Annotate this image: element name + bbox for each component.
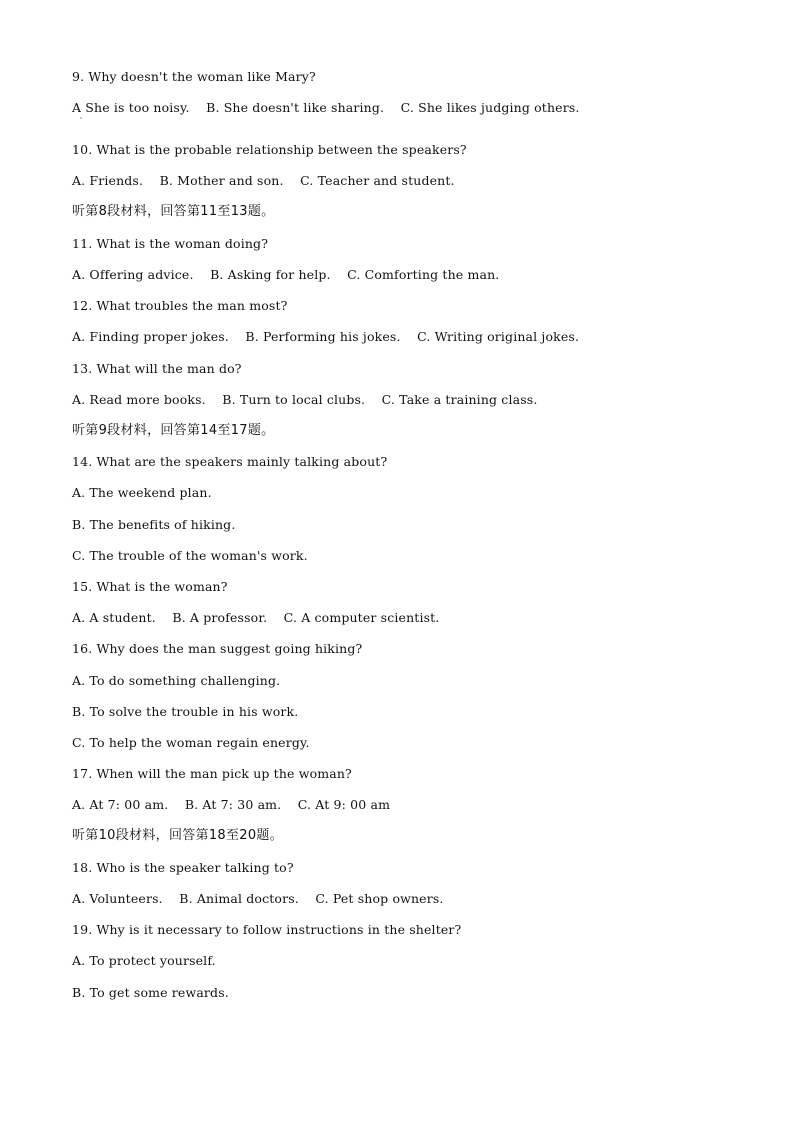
options-11: A. Offering advice. B. Asking for help. C. Comforting the man. <box>72 267 500 282</box>
option-14c: C. The trouble of the woman's work. <box>72 548 308 563</box>
section-header-9: 听第9段材料，回答第14至17题。 <box>72 423 275 438</box>
section-header-8: 听第8段材料，回答第11至13题。 <box>72 204 275 219</box>
question-16: 16. Why does the man suggest going hiking? <box>72 641 363 656</box>
option-16b: B. To solve the trouble in his work. <box>72 704 299 719</box>
option-19a: A. To protect yourself. <box>72 953 216 968</box>
options-12: A. Finding proper jokes. B. Performing his jokes. C. Writing original jokes. <box>72 329 580 344</box>
option-14a: A. The weekend plan. <box>72 485 212 500</box>
options-18: A. Volunteers. B. Animal doctors. C. Pet shop owners. <box>72 891 444 906</box>
option-19b: B. To get some rewards. <box>72 985 229 1000</box>
question-17: 17. When will the man pick up the woman? <box>72 766 352 781</box>
question-14: 14. What are the speakers mainly talking about? <box>72 454 388 469</box>
stray-mark: ˋ <box>79 118 84 128</box>
question-19: 19. Why is it necessary to follow instructions in the shelter? <box>72 922 462 937</box>
option-16a: A. To do something challenging. <box>72 673 281 688</box>
question-18: 18. Who is the speaker talking to? <box>72 860 294 875</box>
question-12: 12. What troubles the man most? <box>72 298 288 313</box>
question-9: 9. Why doesn't the woman like Mary? <box>72 69 316 84</box>
option-14b: B. The benefits of hiking. <box>72 517 236 532</box>
options-17: A. At 7: 00 am. B. At 7: 30 am. C. At 9: 00 am <box>72 797 391 812</box>
options-9: A She is too noisy. B. She doesn't like sharing. C. She likes judging others. <box>72 100 580 115</box>
question-15: 15. What is the woman? <box>72 579 228 594</box>
question-11: 11. What is the woman doing? <box>72 236 269 251</box>
question-13: 13. What will the man do? <box>72 361 242 376</box>
section-header-10: 听第10段材料，回答第18至20题。 <box>72 828 284 843</box>
question-10: 10. What is the probable relationship between the speakers? <box>72 142 467 157</box>
option-16c: C. To help the woman regain energy. <box>72 735 310 750</box>
options-13: A. Read more books. B. Turn to local clubs. C. Take a training class. <box>72 392 538 407</box>
options-10: A. Friends. B. Mother and son. C. Teacher and student. <box>72 173 455 188</box>
options-15: A. A student. B. A professor. C. A computer scientist. <box>72 610 440 625</box>
